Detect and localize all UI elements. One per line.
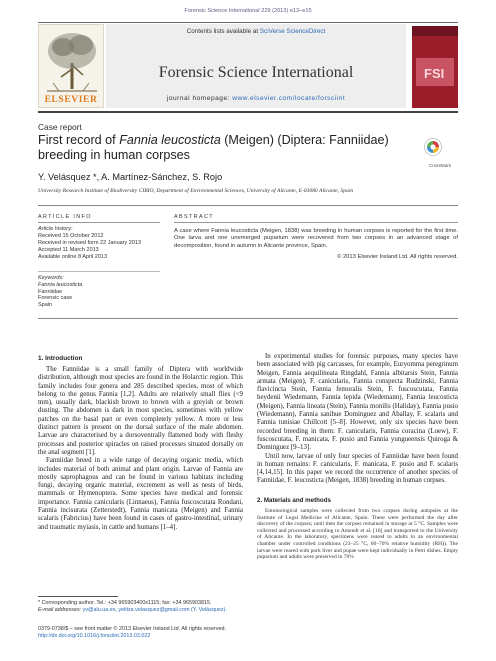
divider: [38, 271, 160, 272]
title-part-1: First record of: [38, 133, 120, 147]
keywords: [38, 275, 163, 309]
cover-text: FSI: [424, 66, 445, 81]
keyword: Fannia leucosticta: [38, 281, 83, 288]
divider: [174, 222, 458, 223]
abstract-copyright: © 2013 Elsevier Ireland Ltd. All rights reserved.: [337, 254, 458, 260]
contents-prefix: Contents lists available at: [186, 28, 260, 35]
contents-availability: [106, 28, 406, 35]
keywords-label: Keywords:: [38, 275, 64, 281]
article-type: Case report: [38, 122, 82, 132]
footnote-rule: [38, 596, 118, 597]
crossmark-badge[interactable]: [424, 138, 456, 168]
title-part-2: (Meigen) (Diptera: Fanniidae) breeding in human corpses: [38, 133, 389, 162]
body-paragraph: The Fanniidae is a small family of Diptera with worldwide distribution, although most species are found in the Holarctic region. This family includes four genera and 285 described species, most of which belong to the genus Fannia [1,2]. Adults are relatively small flies (<9 mm), usually dark, blackish brown to brown with a greyish or brown dusting. The abdomen is dark in most species, sometimes with yellow patches on the basal part or even completely yellow. A more or less distinct pattern is present on the dorsal surface of the male abdomen. Larvae are characterised by a dorsoventrally flattened body with fleshy processes and posterior spiracles on raised processes situated dorsally on the anal segment [1].: [38, 366, 243, 456]
history-item: Accepted 11 March 2013: [38, 246, 99, 253]
introduction-heading: 1. Introduction: [38, 355, 83, 362]
header-bottom-rule: [38, 111, 458, 113]
homepage-link[interactable]: www.elsevier.com/locate/forsciint: [232, 95, 346, 102]
crossmark-icon: [424, 138, 442, 156]
keyword: Forensic case: [38, 295, 73, 302]
issn: 0379-0738/$ – see front matter © 2013 Elsevier Ireland Ltd. All rights reserved.: [38, 626, 226, 632]
issn-line: [38, 626, 298, 640]
publisher-logo-text: ELSEVIER: [44, 95, 98, 105]
body-paragraph: Until now, larvae of only four species of Fanniidae have been found in human remains: F. canicularis, F. manicata, F. pusio and F. scalaris [4,14,15]. In this paper we record the occurrence of another species of Fanniidae, F. leucosticta (Meigen, 1838) breeding in human corpses.: [257, 452, 458, 485]
article-info-heading: ARTICLE INFO: [38, 214, 92, 220]
doi-link[interactable]: http://dx.doi.org/10.1016/j.forsciint.2013.03.022: [38, 633, 151, 639]
email-links[interactable]: yv@alu.ua.es, yelitza.velasquez@gmail.com (Y. Velásquez).: [82, 607, 227, 613]
affiliation: University Research Institute of Biodiversity CIBIO, Department of Environmental Sciences, University of Alicante, E-03080 Alicante, Spain: [38, 188, 354, 194]
header-top-rule: [38, 22, 458, 23]
keyword: Spain: [38, 302, 53, 309]
keyword: Fanniidae: [38, 288, 63, 295]
crossmark-label: CrossMark: [428, 163, 452, 168]
abstract-heading: ABSTRACT: [174, 214, 214, 220]
history-label: Article history:: [38, 226, 73, 232]
email-label: E-mail addresses:: [38, 607, 82, 613]
abstract-text: A case where Fannia leucosticta (Meigen, 1838) was breeding in human corpses is reported for the first time. One larva and one unemerged puparium were recovered from two corpses in an advanced stage of decomposition, found in autumn in Alicante province, Spain.: [174, 228, 458, 249]
sciencedirect-link[interactable]: SciVerse ScienceDirect: [259, 28, 326, 35]
title-species: Fannia leucosticta: [119, 133, 221, 147]
methods-heading: 2. Materials and methods: [257, 497, 331, 504]
tree-icon: [39, 25, 104, 97]
divider: [38, 205, 458, 206]
journal-citation: Forensic Science International 229 (2013) e13–e15: [184, 8, 312, 14]
corresponding-author: * Corresponding author. Tel.: +34 965903400x1115; fax: +34 965903815.: [38, 600, 212, 606]
history-item: Available online 8 April 2013: [38, 253, 108, 260]
article-title: [38, 133, 418, 162]
history-item: Received 15 October 2012: [38, 232, 104, 239]
author-list: Y. Velásquez *, A. Martínez-Sánchez, S. Rojo: [38, 172, 223, 182]
body-paragraph: In experimental studies for forensic purposes, many species have been associated with pig carcasses, for example, Euryomma peregrinum Meigen, Fannia aequilineata Ringdahl, Fannia albitarsis Stein, Fannia armata (Meigen), F. canicularis, Fannia conspecta Rudzinski, Fannia flavicincta Stein, Fannia femoralis Stein, F. fuscoscutata, Fannia heydenii Wiedemann, Fannia lepida (Wiedemann), Fannia leucosticta (Meigen), Fannia lineata (Stein), Fannia monilis (Haliday), Fannia pusio (Wiedemann), Fannia sanihue Dominguez and Aballay, F. scalaris and Fannia tunisiae Chillcott [5–8]. However, only six species have been recorded breeding in them: F. canicularis, Fannia coracina (Loew), F. fuscoscutata, F. manicata, F. pusio and Fannia yungueensis Quiroga & Dominguez [9–13].: [257, 353, 458, 452]
journal-homepage: [106, 95, 406, 102]
methods-paragraph: Entomological samples were collected from two corpses during autopsies at the Institute of Legal Medicine of Alicante, Spain. These were performed the day after discovery of the corpses; until then the corpses remained in storage at 5 °C. Samples were collected and processed according to Amendt et al. [16] and transported to the University of Alicante. In the laboratory, specimens were reared to adults in an environmental chamber under controlled conditions (23–25 °C, 60–70% relative humidity (RH)). The larvae were reared with pork liver and pupae were kept individually in Petri dishes. Empty puparium and adults were preserved in 70%: [257, 508, 458, 561]
body-paragraph: Fanniidae breed in a wide range of decaying organic media, which includes material of both animal and plant origin. Larvae of Fannia are mostly saprophagous and can be found in various habitats including fungi, decaying organic material, excrement as well as nests of birds, mammals or Hymenoptera. Some species have medical and forensic importance. Fannia canicularis (Linnaeus), Fannia fuscoscutata Rondani, Fannia incisurata (Zetterstedt), Fannia manicata (Meigen) and Fannia scalaris (Fabricius) have been found in cases of gastro-intestinal, urinary and traumatic myiasis, in cattle and humans [1–4].: [38, 457, 243, 531]
journal-cover-image: [412, 26, 458, 108]
divider: [38, 318, 458, 319]
right-column: [257, 353, 458, 486]
homepage-prefix: journal homepage:: [166, 95, 233, 102]
left-column: [38, 366, 243, 532]
divider: [38, 222, 160, 223]
journal-title: Forensic Science International: [158, 64, 354, 81]
article-history: [38, 226, 163, 261]
history-item: Received in revised form 22 January 2013: [38, 239, 142, 246]
elsevier-logo: [38, 24, 104, 108]
footnote: [38, 600, 253, 614]
